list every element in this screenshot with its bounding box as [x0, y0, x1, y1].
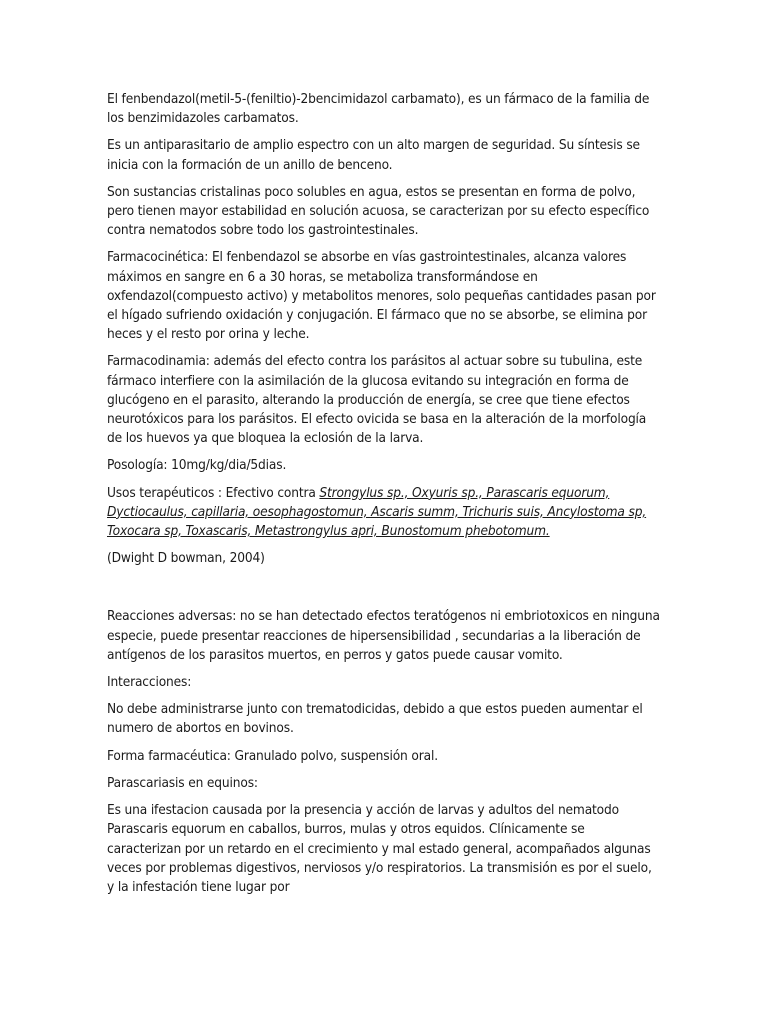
interactions-paragraph: No debe administrarse junto con trematodicidas, debido a que estos pueden aumentar el numero de abortos en bovinos.	[107, 701, 643, 737]
pharmaceutical-form-paragraph: Forma farmacéutica: Granulado polvo, suspensión oral.	[107, 747, 438, 764]
spacer	[107, 576, 662, 607]
citation: (Dwight D bowman, 2004)	[107, 550, 265, 567]
therapeutic-uses-paragraph	[107, 484, 662, 542]
dosage-paragraph: Posología: 10mg/kg/dia/5dias.	[107, 457, 287, 474]
pharmacokinetics-paragraph: Farmacocinética: El fenbendazol se absorbe en vías gastrointestinales, alcanza valores máximos en sangre en 6 a 30 horas, se metaboliza transformándose en oxfendazol(compuesto activo) y metabolitos menores, solo pequeñas cantidades pasan por el hígado sufriendo oxidación y conjugación. El fármaco que no se absorbe, se elimina por heces y el resto por orina y leche.	[107, 249, 656, 343]
interactions-heading: Interacciones:	[107, 674, 192, 691]
therapeutic-uses-label: Usos terapéuticos : Efectivo contra	[107, 484, 320, 501]
parascariasis-heading: Parascariasis en equinos:	[107, 774, 258, 791]
intro-paragraph: El fenbendazol(metil-5-(feniltio)-2bencimidazol carbamato), es un fármaco de la familia de los benzimidazoles carbamatos.	[107, 91, 650, 127]
properties-paragraph: Son sustancias cristalinas poco solubles en agua, estos se presentan en forma de polvo, pero tienen mayor estabilidad en solución acuosa, se caracterizan por su efecto específico contra nematodos sobre todo los gastrointestinales.	[107, 183, 650, 239]
antiparasitic-paragraph: Es un antiparasitario de amplio espectro con un alto margen de seguridad. Su síntesis se inicia con la formación de un anillo de benceno.	[107, 137, 640, 173]
adverse-reactions-paragraph: Reacciones adversas: no se han detectado efectos teratógenos ni embriotoxicos en ninguna especie, puede presentar reacciones de hipersensibilidad , secundarias a la liberación de antígenos de los parasitos muertos, en perros y gatos puede causar vomito.	[107, 608, 660, 663]
pharmacodynamics-paragraph: Farmacodinamia: además del efecto contra los parásitos al actuar sobre su tubulina, este fármaco interfiere con la asimilación de la glucosa evitando su integración en forma de glucógeno en el parasito, alterando la producción de energía, se cree que tiene efectos neurotóxicos para los parásitos. El efecto ovicida se basa en la alteración de la morfología de los huevos ya que bloquea la eclosión de la larva.	[107, 353, 647, 447]
species-list: Strongylus sp., Oxyuris sp., Parascaris equorum, Dyctiocaulus, capillaria, oesophagostomun, Ascaris summ, Trichuris suis, Ancylostoma sp, Toxocara sp, Toxascaris, Metastrongylus apri, Bunostomum phebotomum.	[107, 484, 647, 540]
document-page	[107, 90, 662, 905]
parascariasis-paragraph: Es una ifestacion causada por la presencia y acción de larvas y adultos del nematodo Parascaris equorum en caballos, burros, mulas y otros equidos. Clínicamente se caracterizan por un retardo en el crecimiento y mal estado general, acompañados algunas veces por problemas digestivos, nerviosos y/o respiratorios. La transmisión es por el suelo, y la infestación tiene lugar por	[107, 802, 652, 895]
